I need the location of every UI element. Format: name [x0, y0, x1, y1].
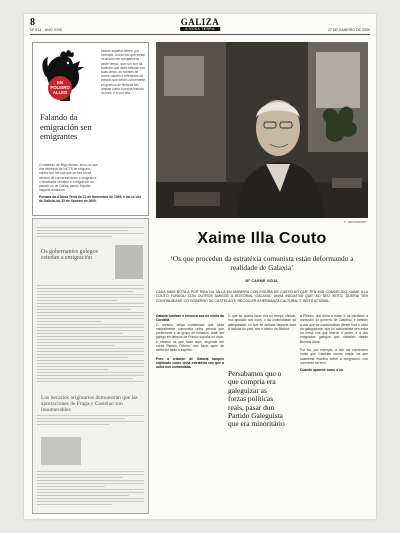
column3-text: a Piñeiro, que tinha a maior e os ministros a confusión do goberno de Castelao, e tambén a dos que se cuestionaban dende fora o valor da galeguidade, que foi nacionalista sen estar na mesa cos que tiveron o poder, e a dos emigrados galegos que voltaban desde Buenos Aires. — [300, 314, 368, 344]
sidebar-text-right: mundo español deben, por exemplo, a todo isto que existe no aluvión de compañeiros deste tempo, que non son dá tradición que debe estudar con suas obras, os axentes de novos valores e referentes de tránsito que deben converterse en guieiros de lecturas tan amplas coma a propia historia do país, e lo por riba. — [101, 49, 145, 96]
ad-badge-line2: POLEIRO — [50, 85, 70, 90]
article-subtitle: ‘Os que proceden da estratéxia comunista están deformando a realidade de Galaxia’ — [170, 254, 354, 272]
page-header — [30, 18, 370, 32]
article-byline: Mª CARME VIDAL — [245, 279, 279, 283]
brand-title: GALIZA — [180, 17, 220, 27]
sidebar-headline: Falando da emigración sen emigrantes — [40, 112, 92, 142]
article-column-3 — [300, 314, 368, 373]
sidebar-box — [32, 42, 149, 216]
newspaper-clipping — [32, 218, 149, 514]
article-lead: CADA MAIS BOTA A POR RIBA DA TALLA EN MANEIRA CON FIGURA DE CASTELAO QUE TEN MOI CONDECIDO XAIME ILLA COUTO FUNDOU CON OUTROS AMIGOS A EDITORIAL GALAXIA, UNHA INICIATIVA QUE, AO SEU XEITO, QUERIA TER CONTINUIDADE CO GOBERNO DE CASTELAO E RECOLLER A HERDANZA CULTURAL E INSTITUCIONAL. — [156, 290, 368, 303]
column1-text: O mesmo artiga conténtase que sexa naturalmente comunista unha persoa que pertencese a un grupo de fichados, onde ser galego en tempos de Franco supoña un risco, e mesmo os que fican aquí, segundo me conta Ramón Piñeiro, non foron quen de defender tanto o espírito. — [156, 322, 224, 353]
section-label: A NOSA TERRA — [180, 27, 220, 31]
column3-heading: Cuando aparece como o eu. — [300, 368, 344, 373]
clip-photo-2 — [41, 437, 81, 465]
header-rule — [30, 34, 370, 35]
column1-heading: Galaxia fundase e renunca aos de moito da Cordella. — [156, 314, 224, 323]
clip-headline-top: Os gobernantes galegos estudan a emigración — [41, 249, 98, 262]
issue-date: 27 DE XANEIRO DE 2000 — [327, 28, 370, 32]
rooster-logo-icon — [40, 47, 90, 111]
page-number: 8 — [30, 17, 35, 28]
portrait-illustration — [156, 42, 368, 218]
column1-heading-2: Pero a criación de Galaxia tampén explicado como unha estratéxia cos que a outra non comandaba. — [156, 356, 224, 370]
clip-headline-bottom: Los becarios originarios demuestran que las aportaciones de Fraga y Castelao son innumerables — [41, 395, 138, 413]
article-column-1 — [156, 314, 224, 370]
clip-text-lines-3 — [37, 415, 144, 427]
clip-text-lines — [37, 227, 144, 239]
ad-badge-line3: ALLEO — [52, 90, 68, 95]
clip-text-lines-4 — [37, 471, 144, 507]
sidebar-text-left: O cabaleiro de Íñigo Alonso, levou un poé dos dinheiros de NICTS de ninguén, nunha non me soa que se fora un da sección de conversas entre o xeografo e o historiador Montero e a migración do pasado ou de Galiza, cando España naquela andadura. — [39, 163, 99, 193]
article-title: Xaime Illa Couto — [197, 230, 327, 247]
sidebar-caption: Portada da A Nosa Terra do 11 de Novembro de 1999, e da La Voz de Galicia, do 25 de Xaneiro de 2000. — [39, 195, 142, 203]
newspaper-page — [24, 14, 376, 519]
photo-credit: X. SEOANE/ANT — [343, 220, 367, 224]
article-column-2 — [228, 314, 296, 331]
clip-text-lines-2 — [37, 285, 144, 383]
column2-text: O que se queria facer era un tempo oficiais, moi apoiado nos dous, o da continuidade da galeguidade, co que se debatia daquela toda a historia do país, sen o centro de Madrid. — [228, 314, 296, 331]
portrait-photo — [156, 42, 368, 218]
issue-line: Nº 914 · ANO XXIII — [30, 28, 63, 32]
pull-quote: Persabamos que o que compria era galeguizar as forzas políticas reais, pasar dun Partido Galeguista que era minoritário — [228, 369, 285, 429]
ad-badge-line1: EN — [57, 80, 63, 85]
clip-photo — [115, 245, 143, 279]
column3-text-end: Por iso, por exemplo, a mín me convenceu moito que Castelao nunha etapa, na que soamente escribía sobre a emigración, non cometese tal erro. — [300, 348, 368, 365]
